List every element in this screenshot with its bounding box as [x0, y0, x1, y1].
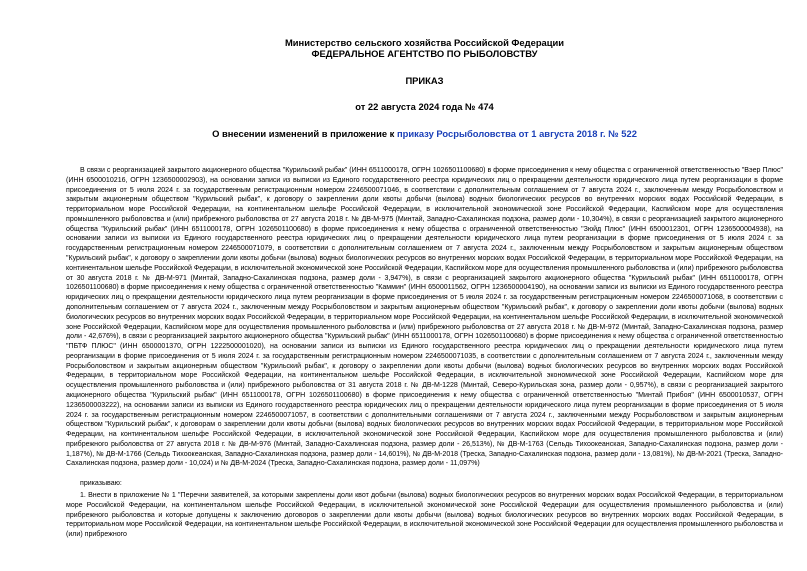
- order-title: ПРИКАЗ: [405, 75, 444, 86]
- ministry-name: Министерство сельского хозяйства Российской Федерации: [284, 37, 565, 48]
- subject-prefix: О внесении изменений в приложение к: [212, 128, 397, 139]
- document-header: [66, 0, 783, 139]
- orders-label: приказываю:: [80, 480, 122, 488]
- order-subject: [66, 128, 783, 139]
- order-item-1: 1. Внести в приложение № 1 "Перечни заявителей, за которыми закреплены доли квот добычи (вылова) водных биологических ресурсов во внутренних морских водах Российской Федерации, в территориальном море Российской Федерации, на континентальном шельфе Российской Федерации, в исключительной экономической зоне Российской Федерации для осуществления промышленного рыболовства и (или) прибрежного рыболовства и которые допущены к заключению договоров о закреплении доли квоты добычи (вылова) водных биологических ресурсов во внутренних морских водах Российской Федерации, в территориальном море Российской Федерации, на континентальном шельфе Российской Федерации, в исключительной экономической зоне Российской Федерации для осуществления промышленного рыболовства и (или) прибрежного: [66, 492, 783, 539]
- order-date: от 22 августа 2024 года № 474: [355, 101, 494, 112]
- agency-name: ФЕДЕРАЛЬНОЕ АГЕНТСТВО ПО РЫБОЛОВСТВУ: [311, 48, 538, 59]
- referenced-order-link[interactable]: приказу Росрыболовства от 1 августа 2018 г. № 522: [396, 128, 637, 139]
- preamble-paragraph: В связи с реорганизацией закрытого акционерного общества "Курильский рыбак" (ИНН 6511000178, ОГРН 1026501100680) в форме присоединения к нему общества с ограниченной ответственностью "Вэер Плюс" (ИНН 6500010216, ОГРН 1236500002903), на основании записи из выписки из Единого государственного реестра юридических лиц о прекращении деятельности юридического лица путем реорганизации в форме присоединения от 5 июля 2024 г. за государственным регистрационным номером 2246500071046, в соответствии с дополнительным соглашением от 7 августа 2024 г., заключенным между Росрыболовством и закрытым акционерным обществом "Курильский рыбак", к договору о закреплении доли квоты добычи (вылова) водных биологических ресурсов во внутренних морских водах Российской Федерации, в территориальном море Российской Федерации, на континентальном шельфе Российской Федерации, в исключительной экономической зоне Российской Федерации, Каспийском море для осуществления промышленного рыболовства и (или) прибрежного рыболовства от 27 августа 2018 г. № ДВ-М-975 (Минтай, Западно-Сахалинская подзона, размер доли - 10,304%), в связи с реорганизацией закрытого акционерного общества "Курильский рыбак" (ИНН 6511000178, ОГРН 1026501100680) в форме присоединения к нему общества с ограниченной ответственностью "Зюйд Плюс" (ИНН 6500012301, ОГРН 1236500004938), на основании записи из выписки из Единого государственного реестра юридических лиц о прекращении деятельности юридического лица путем реорганизации в форме присоединения от 5 июля 2024 г. за государственным регистрационным номером 2246500071079, в соответствии с дополнительным соглашением от 7 августа 2024 г., заключенным между Росрыболовством и закрытым акционерным обществом "Курильский рыбак", к договору о закреплении доли квоты добычи (вылова) водных биологических ресурсов во внутренних морских водах Российской Федерации, в территориальном море Российской Федерации, на континентальном шельфе Российской Федерации, в исключительной экономической зоне Российской Федерации, Каспийском море для осуществления промышленного рыболовства и (или) прибрежного рыболовства от 30 августа 2018 г. № ДВ-М-971 (Минтай, Западно-Сахалинская подзона, размер доли - 3,947%), в связи с реорганизацией закрытого акционерного общества "Курильский рыбак" (ИНН 6511000178, ОГРН 1026501100680) в форме присоединения к нему общества с ограниченной ответственностью "Каммин" (ИНН 6500011562, ОГРН 1236500004190), на основании записи из выписки из Единого государственного реестра юридических лиц о прекращении деятельности юридического лица путем реорганизации в форме присоединения от 5 июля 2024 г. за государственным регистрационным номером 2246500071068, в соответствии с дополнительным соглашением от 7 августа 2024 г., заключенным между Росрыболовством и закрытым акционерным обществом "Курильский рыбак", к договору о закреплении доли квоты добычи (вылова) водных биологических ресурсов во внутренних морских водах Российской Федерации, в территориальном море Российской Федерации, на континентальном шельфе Российской Федерации, в исключительной экономической зоне Российской Федерации, Каспийском море для осуществления промышленного рыболовства и (или) прибрежного рыболовства от 27 августа 2018 г. № ДВ-М-972 (Минтай, Западно-Сахалинская подзона, размер доли - 42,676%), в связи с реорганизацией закрытого акционерного общества "Курильский рыбак" (ИНН 6511000178, ОГРН 1026501100680) в форме присоединения к нему общества с ограниченной ответственностью "ПБТФ ПЛЮС" (ИНН 6500001370, ОГРН 1222500001020), на основании записи из выписки из Единого государственного реестра юридических лиц о прекращении деятельности юридического лица путем реорганизации в форме присоединения от 5 июля 2024 г. за государственным регистрационным номером 2246500071035, в соответствии с дополнительным соглашением от 7 августа 2024 г., заключенным между Росрыболовством и закрытым акционерным обществом "Курильский рыбак", к договору о закреплении доли квоты добычи (вылова) водных биологических ресурсов во внутренних морских водах Российской Федерации, в территориальном море Российской Федерации, на континентальном шельфе Российской Федерации, в исключительной экономической зоне Российской Федерации, Каспийском море для осуществления промышленного рыболовства и (или) прибрежного рыболовства от 31 августа 2018 г. № ДВ-М-1228 (Минтай, Северо-Курильская зона, размер доли - 0,957%), в связи с реорганизацией закрытого акционерного общества "Курильский рыбак" (ИНН 6511000178, ОГРН 1026501100680) в форме присоединения к нему общества с ограниченной ответственностью "Минтай Прибоя" (ИНН 6500010537, ОГРН 1236500003222), на основании записи из выписки из Единого государственного реестра юридических лиц о прекращении деятельности юридического лица путем реорганизации в форме присоединения от 5 июля 2024 г. за государственным регистрационным номером 2246500071057, в соответствии с дополнительными соглашениями от 7 августа 2024 г., заключенными между Росрыболовством и закрытым акционерным обществом "Курильский рыбак", к договорам о закреплении доли квоты добычи (вылова) водных биологических ресурсов во внутренних морских водах Российской Федерации, в территориальном море Российской Федерации, на континентальном шельфе Российской Федерации, в исключительной экономической зоне Российской Федерации, Каспийском море для осуществления промышленного рыболовства и (или) прибрежного рыболовства от 27 августа 2018 г. № ДВ-М-976 (Минтай, Западно-Сахалинская подзона, размер доли - 26,513%), № ДВ-М-1763 (Сельдь Тихоокеанская, Западно-Сахалинская подзона, размер доли - 1,187%), № ДВ-М-1766 (Сельдь Тихоокеанская, Западно-Сахалинская подзона, размер доли - 14,601%), № ДВ-М-2018 (Треска, Западно-Сахалинская подзона, размер доли - 13,081%), № ДВ-М-2021 (Треска, Западно-Сахалинская подзона, размер доли - 10,024) и № ДВ-М-2024 (Треска, Западно-Сахалинская подзона, размер доли - 11,097%): [66, 167, 783, 468]
